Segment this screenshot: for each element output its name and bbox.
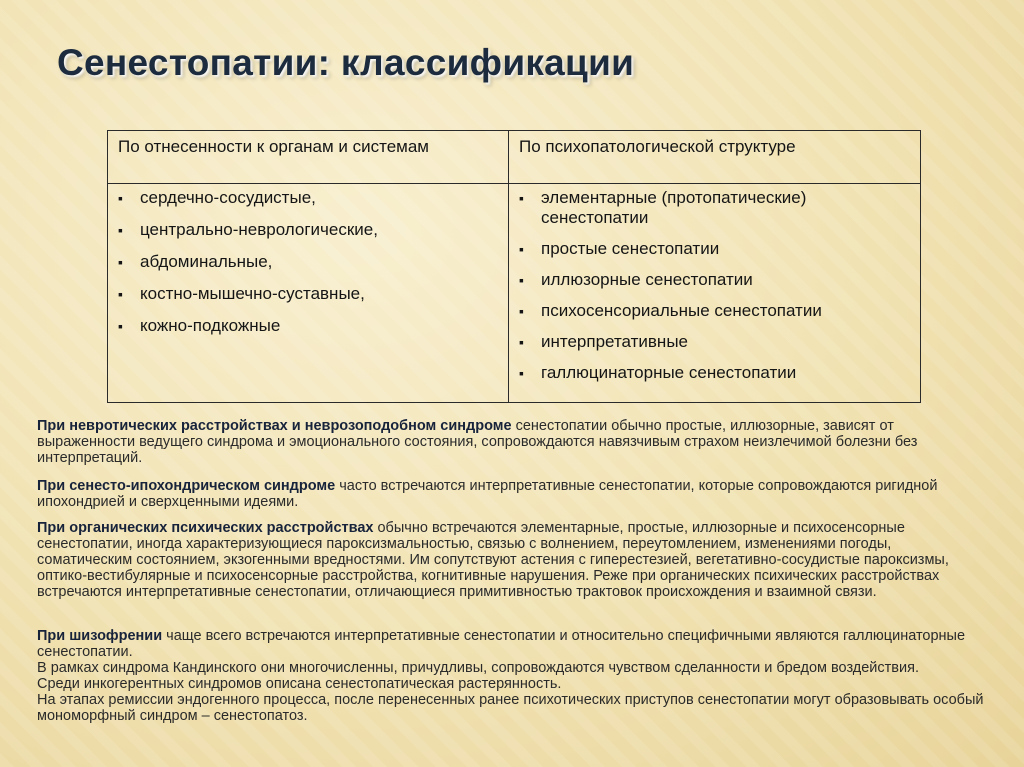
bullet-icon: ▪ bbox=[519, 303, 524, 319]
paragraph-lead: При невротических расстройствах и неврозоподобном синдроме bbox=[37, 418, 512, 434]
bullet-icon: ▪ bbox=[519, 241, 524, 257]
paragraph-text: часто встречаются интерпретативные сенестопатии, которые сопровождаются ригидной ипохондрией и сверхценными идеями. bbox=[37, 478, 938, 510]
paragraph-line: В рамках синдрома Кандинского они многочисленны, причудливы, сопровождаются чувством сделанности и бредом воздействия. bbox=[37, 660, 919, 676]
slide-title: Сенестопатии: классификации bbox=[57, 42, 635, 83]
paragraph-schizophrenia bbox=[37, 628, 987, 724]
paragraph-text: обычно встречаются элементарные, простые, иллюзорные и психосенсорные сенестопатии, иногда характеризующиеся пароксизмальностью, связью с волнением, переутомлением, изменениями погоды, соматическим состоянием, экзогенными вредностями. Им сопутствуют астения с гиперестезией, вегетативно-сосудистые пароксизмы, оптико-вестибулярные и психосенсорные расстройства, когнитивные нарушения. Реже при органических психических расстройствах встречаются интерпретативные сенестопатии, отличающиеся примитивностью трактовок происхождения и взаимной связи. bbox=[37, 520, 949, 600]
paragraph-lead: При шизофрении bbox=[37, 628, 163, 644]
organs-cell bbox=[108, 184, 509, 403]
bullet-icon: ▪ bbox=[519, 272, 524, 288]
list-item: ▪ сердечно-сосудистые, bbox=[118, 188, 316, 207]
organs-list bbox=[114, 188, 502, 336]
header-by-structure: По психопатологической структуре bbox=[509, 131, 921, 184]
bullet-icon: ▪ bbox=[118, 286, 123, 302]
list-item: ▪ центрально-неврологические, bbox=[118, 220, 378, 239]
table-header-row bbox=[108, 131, 921, 184]
paragraph-text: сенестопатии обычно простые, иллюзорные, зависят от выраженности ведущего синдрома и эмоционального состояния, сопровождаются навязчивым страхом неизлечимой болезни без интерпретаций. bbox=[37, 418, 918, 466]
list-item: ▪ иллюзорные сенестопатии bbox=[519, 270, 753, 289]
structure-list bbox=[515, 188, 914, 383]
list-item: ▪ костно-мышечно-суставные, bbox=[118, 284, 365, 303]
bullet-icon: ▪ bbox=[519, 365, 524, 381]
paragraph-line: Среди инкогерентных синдромов описана сенестопатическая растерянность. bbox=[37, 676, 562, 692]
structure-cell bbox=[509, 184, 921, 403]
bullet-icon: ▪ bbox=[118, 222, 123, 238]
bullet-icon: ▪ bbox=[118, 318, 123, 334]
header-by-organs: По отнесенности к органам и системам bbox=[108, 131, 509, 184]
bullet-icon: ▪ bbox=[519, 334, 524, 350]
list-item: ▪ интерпретативные bbox=[519, 332, 688, 351]
table-body-row bbox=[108, 184, 921, 403]
bullet-icon: ▪ bbox=[118, 254, 123, 270]
list-item: ▪ элементарные (протопатические) сенестопатии bbox=[519, 188, 807, 227]
paragraph-neurotic bbox=[37, 418, 987, 466]
paragraph-line: На этапах ремиссии эндогенного процесса, после перенесенных ранее психотических приступов сенестопатии могут образовывать особый мономорфный синдром – сенестопатоз. bbox=[37, 692, 984, 724]
list-item: ▪ абдоминальные, bbox=[118, 252, 273, 271]
classification-table bbox=[107, 130, 921, 403]
paragraph-lead: При сенесто-ипохондрическом синдроме bbox=[37, 478, 336, 494]
paragraph-text: чаще всего встречаются интерпретативные сенестопатии и относительно специфичными являются галлюцинаторные сенестопатии. bbox=[37, 628, 966, 660]
paragraph-hypochondriac bbox=[37, 478, 987, 510]
list-item: ▪ галлюцинаторные сенестопатии bbox=[519, 363, 797, 382]
list-item: ▪ психосенсориальные сенестопатии bbox=[519, 301, 822, 320]
list-item: ▪ кожно-подкожные bbox=[118, 316, 281, 335]
paragraph-lead: При органических психических расстройствах bbox=[37, 520, 374, 536]
bullet-icon: ▪ bbox=[519, 190, 524, 206]
bullet-icon: ▪ bbox=[118, 190, 123, 206]
list-item: ▪ простые сенестопатии bbox=[519, 239, 720, 258]
paragraph-organic bbox=[37, 520, 987, 600]
